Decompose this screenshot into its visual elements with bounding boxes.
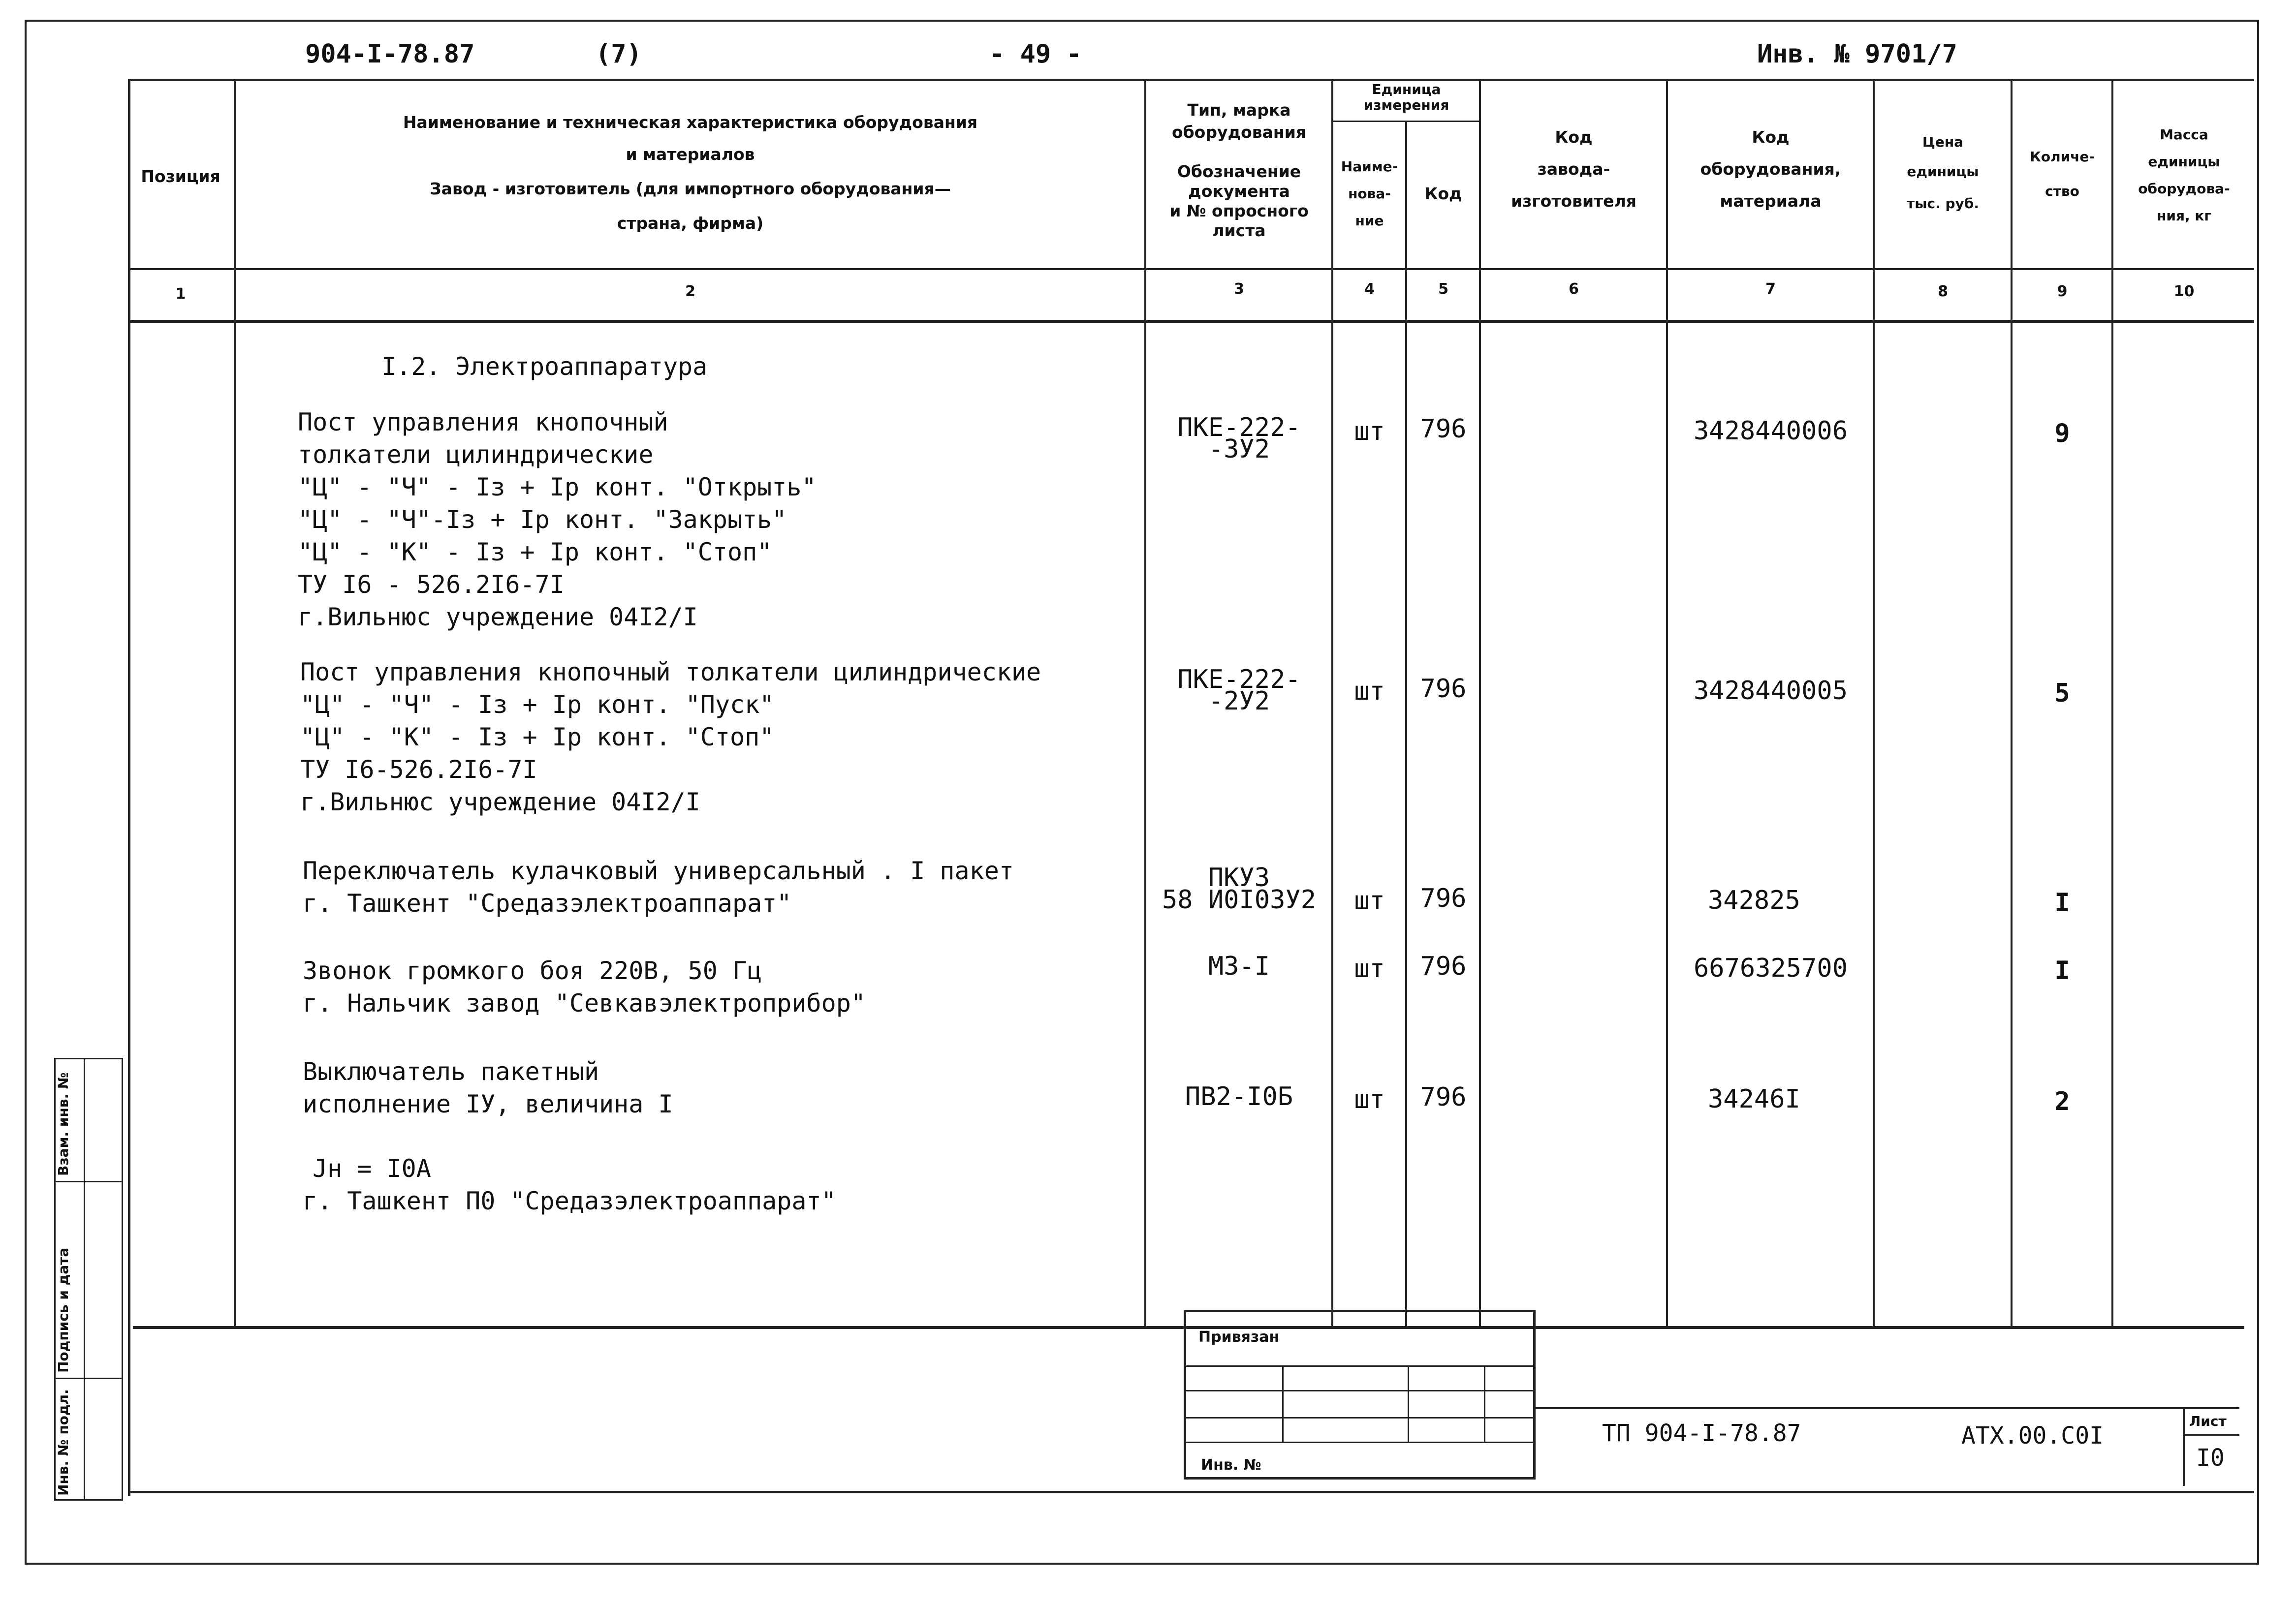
item-line: ТУ I6-526.2I6-7I [300, 755, 537, 784]
col-num: 4 [1364, 280, 1375, 298]
item-unit-code: 796 [1420, 674, 1467, 704]
header-name-2: и материалов [626, 145, 755, 164]
item-line: Jн = I0А [313, 1154, 431, 1183]
item-type: -3У2 [1208, 434, 1270, 464]
inv-no-label: Инв. № [1201, 1456, 1261, 1474]
item-line: г. Ташкент "Средазэлектроаппарат" [303, 889, 792, 918]
header-mass-2: единицы [2148, 154, 2220, 170]
item-type: ПКЕ-222- [1177, 413, 1301, 442]
item-qty: I [2054, 888, 2070, 918]
item-equip-code: 3428440005 [1693, 676, 1848, 706]
sign-date-label: Подпись и дата [55, 1247, 71, 1373]
col-num: 7 [1765, 280, 1776, 298]
col-num: 5 [1438, 280, 1448, 298]
header-price-3: тыс. руб. [1906, 195, 1979, 212]
item-line: Пост управления кнопочный толкатели цилиндрические [300, 658, 1041, 686]
header-price-2: единицы [1907, 163, 1979, 180]
header-type-5: и № опросного [1169, 201, 1309, 220]
item-qty: I [2054, 956, 2070, 986]
item-line: Переключатель кулачковый универсальный . I пакет [303, 857, 1014, 885]
header-qty-1: Количе- [2029, 149, 2095, 165]
project-code: ТП 904-I-78.87 [1602, 1419, 1801, 1447]
item-unit-code: 796 [1420, 1082, 1467, 1112]
header-type-2: оборудования [1171, 123, 1307, 142]
header-unitcode: Код [1424, 184, 1462, 203]
item-line: "Ц" - "Ч" - Iз + Iр конт. "Пуск" [300, 690, 775, 719]
col-num: 3 [1234, 280, 1244, 298]
item-type: МЗ-I [1208, 952, 1270, 981]
item-line: ТУ I6 - 526.2I6-7I [298, 570, 565, 599]
header-price-1: Цена [1922, 134, 1964, 150]
item-unit-name: шт [1354, 1085, 1385, 1114]
item-line: "Ц" - "Ч"-Iз + Iр конт. "Закрыть" [298, 505, 787, 534]
header-unitname-1: Наиме- [1341, 158, 1398, 175]
col-num: 1 [175, 285, 186, 303]
sheet-label: Лист [2189, 1413, 2227, 1429]
header-mass-4: ния, кг [2157, 208, 2211, 224]
item-type: -2У2 [1208, 686, 1270, 716]
header-name-4: страна, фирма) [617, 214, 764, 233]
header-mass-3: оборудова- [2138, 181, 2230, 197]
item-qty: 5 [2054, 679, 2070, 708]
header-unitname-2: нова- [1348, 185, 1391, 202]
attached-label: Привязан [1198, 1328, 1280, 1346]
item-line: "Ц" - "К" - Iз + Iр конт. "Стоп" [298, 538, 772, 566]
item-unit-name: шт [1354, 954, 1385, 984]
inventory-number: Инв. № 9701/7 [1757, 39, 1957, 69]
page-number: - 49 - [989, 39, 1082, 69]
item-line: Выключатель пакетный [303, 1057, 599, 1086]
item-unit-code: 796 [1420, 414, 1467, 444]
item-unit-name: шт [1354, 677, 1385, 706]
item-qty: 9 [2054, 419, 2070, 448]
header-type-1: Тип, марка [1187, 100, 1291, 120]
header-equipcode-2: оборудования, [1700, 159, 1841, 179]
item-unit-name: шт [1354, 417, 1385, 446]
doc-code: 904-I-78.87 [305, 39, 475, 69]
item-unit-code: 796 [1420, 884, 1467, 913]
col-num: 9 [2057, 283, 2068, 300]
item-equip-code: 6676325700 [1693, 954, 1848, 983]
header-unitname-3: ние [1355, 213, 1384, 229]
header-unit-2: измерения [1363, 97, 1449, 113]
col-num: 2 [685, 283, 695, 300]
col-num: 8 [1938, 283, 1948, 300]
header-factory-1: Код [1555, 127, 1593, 147]
header-equipcode-1: Код [1752, 127, 1790, 147]
item-equip-code: 342825 [1708, 886, 1800, 915]
sheet-number: I0 [2196, 1444, 2225, 1472]
item-equip-code: 34246I [1708, 1084, 1800, 1114]
header-unit-1: Единица [1372, 81, 1441, 97]
item-unit-name: шт [1354, 886, 1385, 916]
inv-orig-label: Инв. № подл. [55, 1389, 71, 1496]
item-unit-code: 796 [1420, 952, 1467, 981]
header-type-4: документа [1188, 182, 1290, 201]
header-position: Позиция [141, 167, 220, 186]
item-line: г. Ташкент П0 "Средазэлектроаппарат" [303, 1187, 836, 1215]
col-num: 10 [2173, 283, 2195, 300]
item-line: "Ц" - "Ч" - Iз + Iр конт. "Открыть" [298, 473, 817, 501]
header-mass-1: Масса [2160, 126, 2208, 143]
item-line: Пост управления кнопочный [298, 408, 668, 436]
col-num: 6 [1569, 280, 1579, 298]
document-mark: АТХ.00.С0I [1961, 1422, 2104, 1450]
item-type: ПКУЗ [1208, 863, 1270, 893]
item-qty: 2 [2054, 1087, 2070, 1116]
section-title: I.2. Электроаппаратура [381, 352, 708, 381]
item-line: "Ц" - "К" - Iз + Iр конт. "Стоп" [300, 723, 775, 751]
part-number: (7) [596, 39, 642, 69]
header-name-1: Наименование и техническая характеристика оборудования [403, 113, 978, 132]
item-type: 58 И0I03У2 [1162, 885, 1317, 915]
header-factory-2: завода- [1537, 159, 1610, 179]
item-equip-code: 3428440006 [1693, 416, 1848, 446]
item-line: толкатели цилиндрические [298, 440, 654, 469]
item-type: ПВ2-I0Б [1185, 1082, 1293, 1111]
item-line: г.Вильнюс учреждение 04I2/I [300, 788, 700, 816]
item-line: г. Нальчик завод "Севкавэлектроприбор" [303, 989, 866, 1018]
header-name-3: Завод - изготовитель (для импортного оборудования— [430, 179, 951, 198]
item-line: исполнение IУ, величина I [303, 1090, 673, 1118]
item-line: Звонок громкого боя 220В, 50 Гц [303, 956, 762, 985]
item-type: ПКЕ-222- [1177, 665, 1301, 694]
header-factory-3: изготовителя [1511, 191, 1636, 211]
item-line: г.Вильнюс учреждение 04I2/I [298, 603, 698, 631]
replace-inv-label: Взам. инв. № [55, 1072, 71, 1176]
header-equipcode-3: материала [1720, 191, 1822, 211]
header-type-3: Обозначение [1177, 162, 1301, 181]
header-type-6: листа [1212, 221, 1266, 240]
header-qty-2: ство [2045, 183, 2079, 199]
